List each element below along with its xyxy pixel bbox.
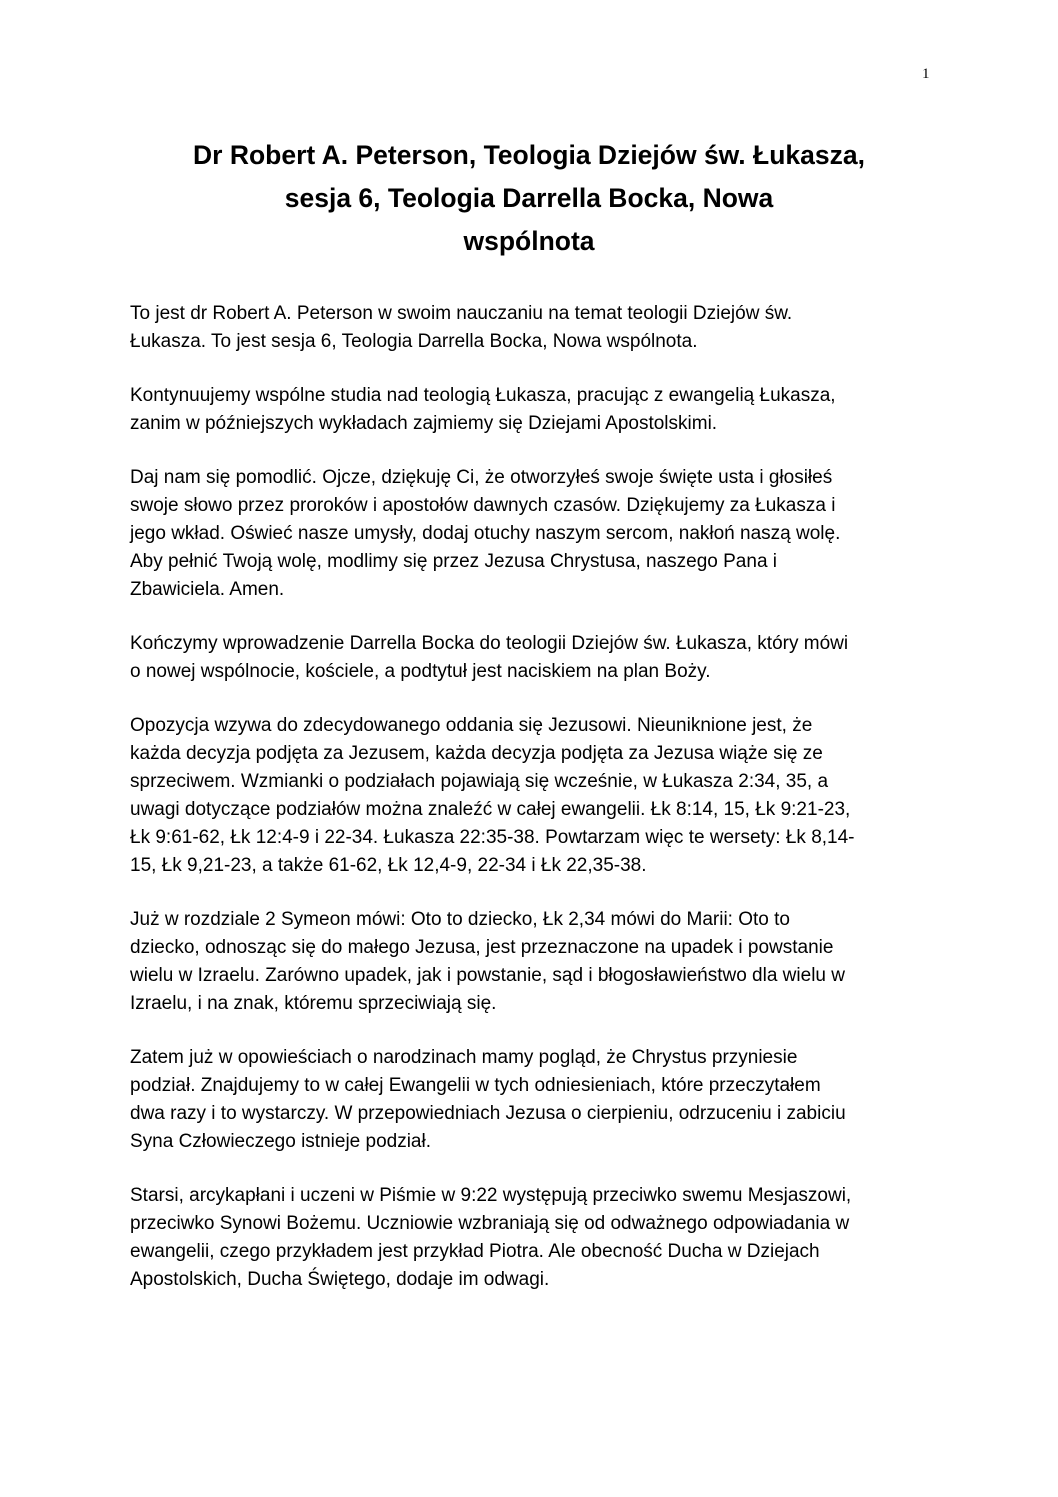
paragraph-opposition — [130, 712, 960, 880]
text-line: Daj nam się pomodlić. Ojcze, dziękuję Ci, że otworzyłeś swoje święte usta i głosiłeś — [130, 467, 833, 488]
page-number: 1 — [922, 66, 930, 82]
text-line: sprzeciwem. Wzmianki o podziałach pojawiają się wcześnie, w Łukasza 2:34, 35, a — [130, 771, 829, 792]
paragraph-simeon — [130, 906, 960, 1018]
text-line: Opozycja wzywa do zdecydowanego oddania się Jezusowi. Nieuniknione jest, że — [130, 715, 813, 736]
title-line: wspólnota — [463, 226, 595, 256]
text-line: uwagi dotyczące podziałów można znaleźć w całej ewangelii. Łk 8:14, 15, Łk 9:21-23, — [130, 799, 851, 820]
text-line: Kończymy wprowadzenie Darrella Bocka do teologii Dziejów św. Łukasza, który mówi — [130, 633, 849, 654]
paragraph-elders — [130, 1182, 960, 1294]
text-line: podział. Znajdujemy to w całej Ewangelii w tych odniesieniach, które przeczytałem — [130, 1075, 821, 1096]
text-line: Syna Człowieczego istnieje podział. — [130, 1131, 431, 1152]
text-line: Zbawiciela. Amen. — [130, 579, 285, 600]
text-line: swoje słowo przez proroków i apostołów dawnych czasów. Dziękujemy za Łukasza i — [130, 495, 836, 516]
text-line: Starsi, arcykapłani i uczeni w Piśmie w 9:22 występują przeciwko swemu Mesjaszowi, — [130, 1185, 852, 1206]
text-line: dziecko, odnosząc się do małego Jezusa, jest przeznaczone na upadek i powstanie — [130, 937, 834, 958]
text-line: dwa razy i to wystarczy. W przepowiedniach Jezusa o cierpieniu, odrzuceniu i zabiciu — [130, 1103, 846, 1124]
text-line: Łk 9:61-62, Łk 12:4-9 i 22-34. Łukasza 22:35-38. Powtarzam więc te wersety: Łk 8,14- — [130, 827, 855, 848]
text-line: Zatem już w opowieściach o narodzinach mamy pogląd, że Chrystus przyniesie — [130, 1047, 798, 1068]
paragraph-birth-narratives — [130, 1044, 960, 1156]
paragraph-continuation — [130, 382, 960, 438]
text-line: przeciwko Synowi Bożemu. Uczniowie wzbraniają się od odważnego odpowiadania w — [130, 1213, 850, 1234]
text-line: o nowej wspólnocie, kościele, a podtytuł jest naciskiem na plan Boży. — [130, 661, 711, 682]
paragraph-intro — [130, 300, 960, 356]
paragraph-conclusion-intro — [130, 630, 960, 686]
text-line: zanim w późniejszych wykładach zajmiemy się Dziejami Apostolskimi. — [130, 413, 718, 434]
title-line: sesja 6, Teologia Darrella Bocka, Nowa — [284, 183, 774, 213]
text-line: Izraelu, i na znak, któremu sprzeciwiają się. — [130, 993, 497, 1014]
text-line: To jest dr Robert A. Peterson w swoim nauczaniu na temat teologii Dziejów św. — [130, 303, 793, 324]
text-line: Łukasza. To jest sesja 6, Teologia Darrella Bocka, Nowa wspólnota. — [130, 331, 698, 352]
paragraph-prayer — [130, 464, 960, 604]
document-title — [100, 134, 958, 263]
text-line: wielu w Izraelu. Zarówno upadek, jak i powstanie, sąd i błogosławieństwo dla wielu w — [130, 965, 845, 986]
text-line: Apostolskich, Ducha Świętego, dodaje im odwagi. — [130, 1269, 550, 1290]
text-line: Już w rozdziale 2 Symeon mówi: Oto to dziecko, Łk 2,34 mówi do Marii: Oto to — [130, 909, 790, 930]
text-line: 15, Łk 9,21-23, a także 61-62, Łk 12,4-9, 22-34 i Łk 22,35-38. — [130, 855, 647, 876]
text-line: Kontynuujemy wspólne studia nad teologią Łukasza, pracując z ewangelią Łukasza, — [130, 385, 836, 406]
document-body — [130, 300, 960, 1320]
text-line: każda decyzja podjęta za Jezusem, każda decyzja podjęta za Jezusa wiąże się ze — [130, 743, 823, 764]
text-line: ewangelii, czego przykładem jest przykład Piotra. Ale obecność Ducha w Dziejach — [130, 1241, 820, 1262]
text-line: jego wkład. Oświeć nasze umysły, dodaj otuchy naszym sercom, nakłoń naszą wolę. — [130, 523, 841, 544]
text-line: Aby pełnić Twoją wolę, modlimy się przez Jezusa Chrystusa, naszego Pana i — [130, 551, 778, 572]
title-line: Dr Robert A. Peterson, Teologia Dziejów św. Łukasza, — [193, 140, 865, 170]
